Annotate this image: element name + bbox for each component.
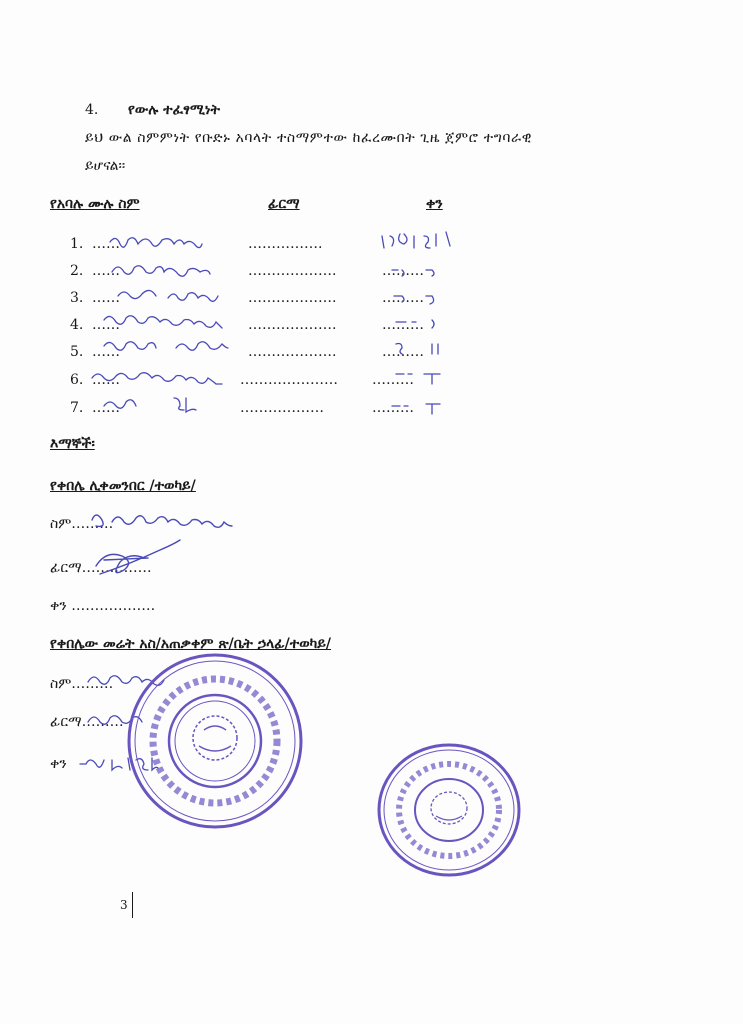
page-number: 3 — [120, 898, 128, 912]
header-date: ቀን — [426, 196, 443, 212]
member-row-number: 3. — [70, 290, 84, 306]
member-row-name-dots: …… — [92, 290, 120, 306]
office-stamp-seal — [376, 742, 522, 878]
page-number-divider — [132, 892, 133, 918]
office-heading: የቀበሌው መሬት አስ/አጠቃቀም ጽ/ቤት ኃላፊ/ተወካይ/ — [50, 636, 331, 652]
office-name-dots: ……… — [71, 676, 114, 692]
member-row-name-dots: …… — [92, 317, 120, 333]
witnesses-heading: እማኞች፡ — [50, 436, 95, 452]
kebele-stamp-seal — [124, 650, 306, 832]
office-sig-dots: ……… — [81, 714, 124, 730]
member-row-name-dots: …… — [92, 344, 120, 360]
member-row-signature-dots: ………………. — [248, 317, 337, 333]
member-row-date-dots: ……… — [382, 317, 424, 333]
chair-date-dots: ……………… — [71, 598, 156, 614]
member-row-date-dots: ……… — [382, 344, 424, 360]
chair-date-label: ቀን — [50, 598, 67, 614]
member-row-number: 7. — [70, 400, 84, 416]
section-title: የውሉ ተፈፃሚነት — [128, 102, 220, 118]
member-row-signature-dots: ………………. — [248, 344, 337, 360]
header-signature: ፊርማ — [268, 196, 300, 212]
member-row-name-dots: …… — [92, 263, 120, 279]
member-row-date-dots: ……… — [382, 290, 424, 306]
member-row-date-dots: ……… — [372, 372, 414, 388]
member-row-date-dots: ……… — [372, 400, 414, 416]
member-row-signature-dots: ………………. — [248, 263, 337, 279]
chair-heading: የቀበሌ ሊቀመንበር /ተወካይ/ — [50, 478, 196, 494]
member-row-signature-dots: ………………… — [240, 372, 338, 388]
chair-sig-label: ፊርማ — [50, 560, 82, 576]
chair-name-dots: ……… — [71, 516, 114, 532]
chair-sig-dots: …………… — [81, 560, 152, 576]
header-member-name: የአባሉ ሙሉ ስም — [50, 196, 140, 212]
member-row-number: 4. — [70, 317, 84, 333]
member-row-signature-dots: ……………. — [248, 236, 323, 252]
member-row-date-dots: ……… — [382, 263, 424, 279]
member-row-number: 6. — [70, 372, 84, 388]
member-row-signature-dots: ……………… — [240, 400, 324, 416]
office-sig-label: ፊርማ — [50, 714, 82, 730]
section-number: 4. — [85, 102, 99, 118]
member-row-number: 2. — [70, 263, 84, 279]
office-date-label: ቀን — [50, 756, 67, 772]
member-row-name-dots: …… — [92, 372, 120, 388]
section-body-line1: ይህ ውል ስምምነት የቡድኑ አባላት ተስማምተው ከፈረሙበት ጊዜ ጀምሮ ተግባራዊ — [85, 130, 532, 146]
section-body-line2: ይሆናል፡፡ — [85, 158, 126, 174]
member-row-number: 1. — [70, 236, 84, 252]
member-row-signature-dots: ………………. — [248, 290, 337, 306]
chair-name-label: ስም — [50, 516, 72, 532]
member-row-number: 5. — [70, 344, 84, 360]
office-name-label: ስም — [50, 676, 72, 692]
member-row-name-dots: …… — [92, 400, 120, 416]
member-row-name-dots: …… — [92, 236, 120, 252]
